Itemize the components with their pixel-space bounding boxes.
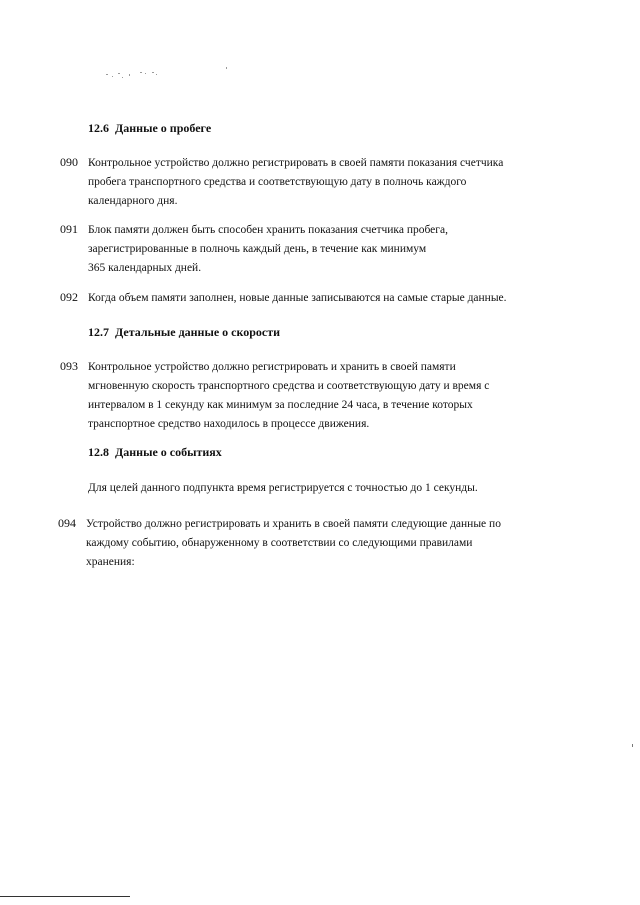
section-heading-12-6 (88, 121, 211, 136)
text-line: пробега транспортного средства и соответствующую дату в полночь каждого (88, 176, 467, 188)
section-title: Детальные данные о скорости (115, 325, 281, 339)
text-line: календарного дня. (88, 195, 178, 207)
text-line: 365 календарных дней. (88, 262, 202, 274)
footnote-rule (0, 896, 130, 897)
section-title: Данные о событиях (115, 445, 222, 459)
paragraph-number-090: 090 (60, 155, 78, 169)
text-line: зарегистрированные в полночь каждый день, в течение как минимум (88, 243, 427, 255)
paragraph-number-091: 091 (60, 222, 78, 236)
scan-artifact-tick (632, 744, 633, 747)
paragraph-number-092: 092 (60, 290, 78, 304)
section-number: 12.8 (88, 445, 109, 459)
paragraph-number-093: 093 (60, 359, 78, 373)
text-line: транспортное средство находилось в процессе движения. (88, 418, 370, 430)
text-line: Контрольное устройство должно регистрировать и хранить в своей памяти (88, 361, 456, 373)
paragraph-092-text (88, 289, 507, 308)
scan-artifact (100, 64, 240, 86)
text-line: каждому событию, обнаруженному в соответствии со следующими правилами (86, 537, 473, 549)
text-line: мгновенную скорость транспортного средства и соответствующую дату и время с (88, 380, 490, 392)
section-number: 12.7 (88, 325, 109, 339)
section-title: Данные о пробеге (115, 121, 212, 135)
paragraph-094-text (86, 515, 501, 572)
section-number: 12.6 (88, 121, 109, 135)
text-line: Устройство должно регистрировать и хранить в своей памяти следующие данные по (86, 518, 501, 530)
text-line: Контрольное устройство должно регистрировать в своей памяти показания счетчика (88, 157, 504, 169)
section-heading-12-8 (88, 445, 222, 460)
section-heading-12-7 (88, 325, 280, 340)
text-line: интервалом в 1 секунду как минимум за последние 24 часа, в течение которых (88, 399, 473, 411)
paragraph-093-text (88, 358, 489, 434)
text-line: Блок памяти должен быть способен хранить показания счетчика пробега, (88, 224, 448, 236)
text-line: хранения: (86, 556, 135, 568)
text-line: Когда объем памяти заполнен, новые данные записываются на самые старые данные. (88, 292, 507, 304)
section-12-8-intro: Для целей данного подпункта время регистрируется с точностью до 1 секунды. (88, 482, 478, 494)
paragraph-090-text (88, 154, 503, 211)
paragraph-number-094: 094 (58, 516, 76, 530)
paragraph-091-text (88, 221, 448, 278)
